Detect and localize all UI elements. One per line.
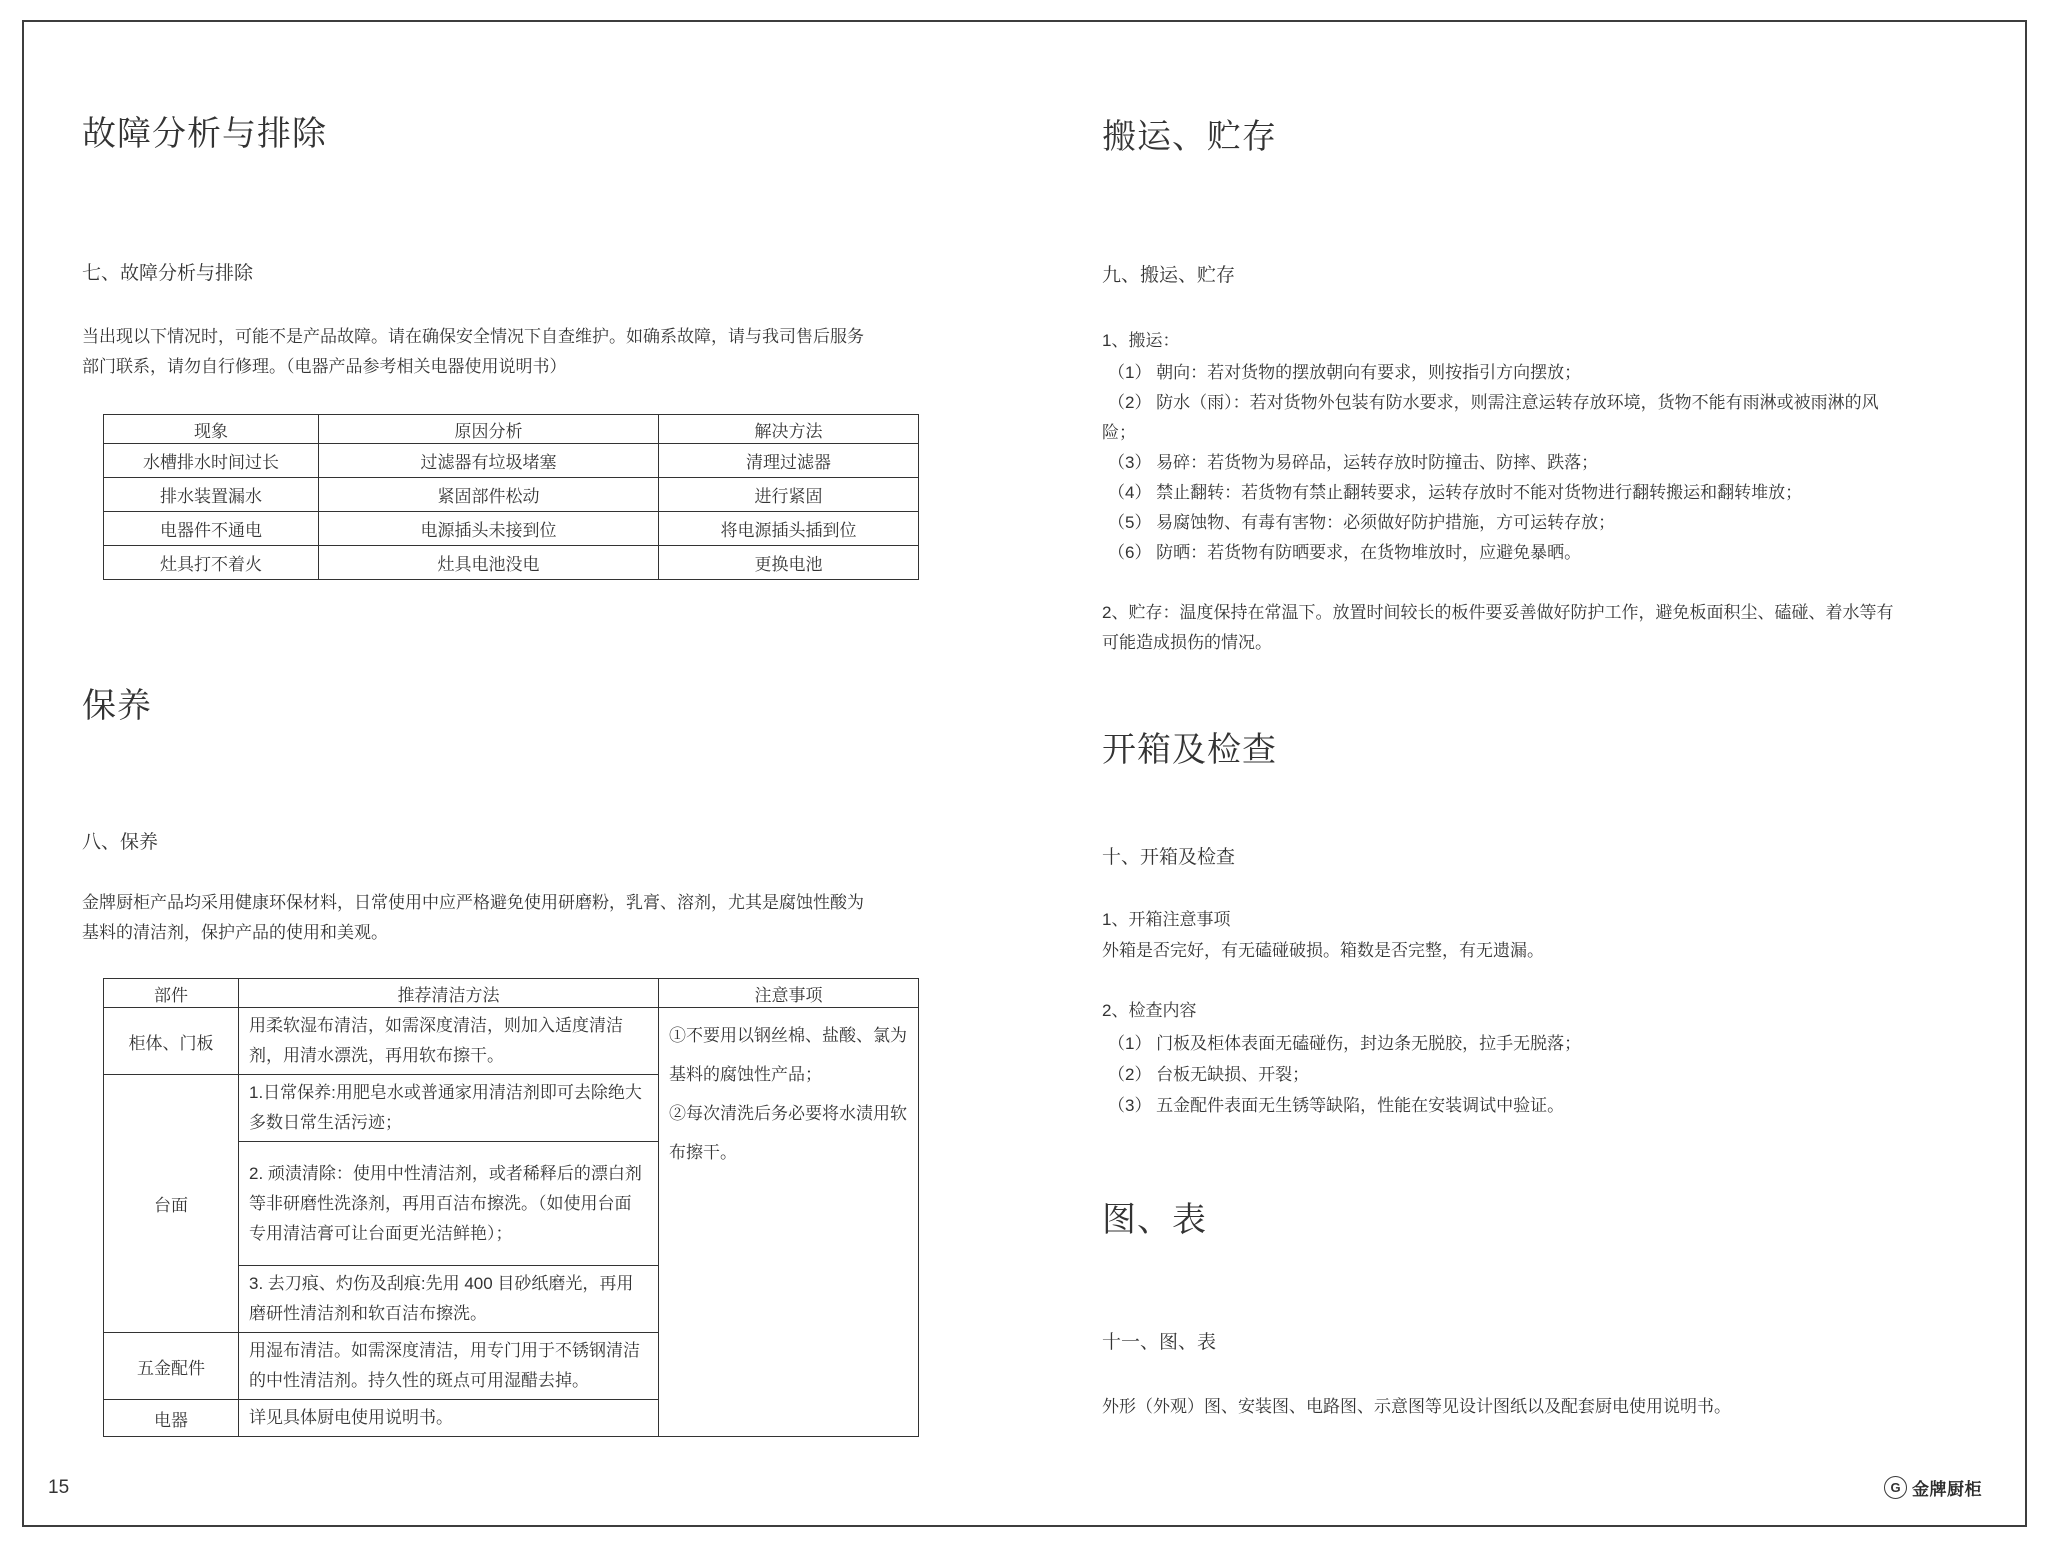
brand-text: 金牌厨柜 — [1912, 1480, 1982, 1499]
care-intro: 金牌厨柜产品均采用健康环保材料，日常使用中应严格避免使用研磨粉，乳膏、溶剂，尤其是腐蚀性酸为基料的清洁剂，保护产品的使用和美观。 — [82, 893, 864, 942]
figures-text: 外形（外观）图、安装图、电路图、示意图等见设计图纸以及配套厨电使用说明书。 — [1102, 1397, 1731, 1416]
fault-cell: 水槽排水时间过长 — [104, 444, 319, 478]
fault-cell: 电器件不通电 — [104, 512, 319, 546]
unpack-note-title: 1、开箱注意事项 — [1102, 910, 1231, 929]
fault-cell: 排水装置漏水 — [104, 478, 319, 512]
care-method-cell: 2. 顽渍清除：使用中性清洁剂，或者稀释后的漂白剂等非研磨性洗涤剂，再用百洁布擦洗。（如使用台面专用清洁膏可让台面更光洁鲜艳）； — [239, 1142, 659, 1266]
table-row — [104, 1008, 919, 1075]
care-title: 保养 — [82, 687, 152, 725]
unpack-note-text: 外箱是否完好，有无磕碰破损。箱数是否完整，有无遗漏。 — [1102, 941, 1544, 960]
transport-title: 搬运、贮存 — [1102, 118, 1277, 156]
unpack-heading: 十、开箱及检查 — [1102, 847, 1236, 868]
fault-col-header: 现象 — [104, 415, 319, 444]
care-notes-cell — [659, 1008, 919, 1437]
care-part-cell: 五金配件 — [104, 1333, 239, 1400]
care-table-header-row — [104, 979, 919, 1008]
figures-heading: 十一、图、表 — [1102, 1332, 1217, 1353]
transport-item: （1） 朝向：若对货物的摆放朝向有要求，则按指引方向摆放； — [1108, 363, 1582, 382]
unpack-title: 开箱及检查 — [1102, 731, 1277, 769]
care-method-cell: 详见具体厨电使用说明书。 — [239, 1400, 659, 1437]
fault-cell: 清理过滤器 — [659, 444, 919, 478]
care-heading: 八、保养 — [82, 832, 159, 853]
care-method-cell: 1.日常保养:用肥皂水或普通家用清洁剂即可去除绝大多数日常生活污迹； — [239, 1075, 659, 1142]
care-part-cell: 台面 — [104, 1075, 239, 1333]
fault-cell: 进行紧固 — [659, 478, 919, 512]
inspect-item: （3） 五金配件表面无生锈等缺陷，性能在安装调试中验证。 — [1108, 1096, 1565, 1115]
fault-col-header: 原因分析 — [319, 415, 659, 444]
care-note-1: ①不要用以钢丝棉、盐酸、氯为基料的腐蚀性产品； — [669, 1026, 907, 1084]
brand-logo — [1884, 1475, 1982, 1500]
storage-paragraph: 2、贮存：温度保持在常温下。放置时间较长的板件要妥善做好防护工作，避免板面积尘、磕碰、着水等有可能造成损伤的情况。 — [1102, 603, 1894, 652]
inspect-title: 2、检查内容 — [1102, 1001, 1197, 1020]
care-table — [103, 978, 919, 1437]
page-number: 15 — [48, 1477, 70, 1498]
care-part-cell: 电器 — [104, 1400, 239, 1437]
care-col-header: 部件 — [104, 979, 239, 1008]
care-note-2: ②每次清洗后务必要将水渍用软布擦干。 — [669, 1104, 907, 1162]
brand-g-icon: G — [1884, 1476, 1907, 1499]
transport-heading: 九、搬运、贮存 — [1102, 265, 1236, 286]
inspect-item: （2） 台板无缺损、开裂； — [1108, 1065, 1310, 1084]
fault-heading: 七、故障分析与排除 — [82, 263, 254, 284]
table-row — [104, 546, 919, 580]
fault-table-header-row — [104, 415, 919, 444]
care-part-cell: 柜体、门板 — [104, 1008, 239, 1075]
fault-cell: 电源插头未接到位 — [319, 512, 659, 546]
figures-title: 图、表 — [1102, 1201, 1207, 1239]
inspect-item-list — [1102, 1028, 1902, 1121]
care-col-header: 注意事项 — [659, 979, 919, 1008]
transport-item: （2） 防水（雨）：若对货物外包装有防水要求，则需注意运转存放环境，货物不能有雨淋或被雨淋的风险； — [1102, 393, 1879, 442]
fault-intro: 当出现以下情况时，可能不是产品故障。请在确保安全情况下自查维护。如确系故障，请与我司售后服务部门联系，请勿自行修理。（电器产品参考相关电器使用说明书） — [82, 327, 864, 376]
fault-cell: 紧固部件松动 — [319, 478, 659, 512]
care-method-cell: 用湿布清洁。如需深度清洁，用专门用于不锈钢清洁的中性清洁剂。持久性的斑点可用湿醋去掉。 — [239, 1333, 659, 1400]
table-row — [104, 444, 919, 478]
fault-cell: 灶具电池没电 — [319, 546, 659, 580]
care-method-cell: 3. 去刀痕、灼伤及刮痕:先用 400 目砂纸磨光，再用磨研性清洁剂和软百洁布擦洗。 — [239, 1266, 659, 1333]
fault-cell: 更换电池 — [659, 546, 919, 580]
transport-move-label: 1、搬运： — [1102, 331, 1180, 350]
transport-item: （4） 禁止翻转：若货物有禁止翻转要求，运转存放时不能对货物进行翻转搬运和翻转堆放； — [1108, 483, 1803, 502]
transport-item-list — [1102, 358, 1902, 568]
table-row — [104, 512, 919, 546]
table-row — [104, 478, 919, 512]
transport-item: （3） 易碎：若货物为易碎品，运转存放时防撞击、防摔、跌落； — [1108, 453, 1599, 472]
transport-item: （5） 易腐蚀物、有毒有害物：必须做好防护措施，方可运转存放； — [1108, 513, 1616, 532]
transport-item: （6） 防晒：若货物有防晒要求，在货物堆放时，应避免暴晒。 — [1108, 543, 1582, 562]
care-col-header: 推荐清洁方法 — [239, 979, 659, 1008]
fault-col-header: 解决方法 — [659, 415, 919, 444]
inspect-item: （1） 门板及柜体表面无磕碰伤，封边条无脱胶，拉手无脱落； — [1108, 1034, 1582, 1053]
fault-title: 故障分析与排除 — [82, 115, 327, 153]
care-method-cell: 用柔软湿布清洁，如需深度清洁，则加入适度清洁剂，用清水漂洗，再用软布擦干。 — [239, 1008, 659, 1075]
fault-table — [103, 414, 919, 580]
fault-cell: 将电源插头插到位 — [659, 512, 919, 546]
fault-cell: 过滤器有垃圾堵塞 — [319, 444, 659, 478]
fault-cell: 灶具打不着火 — [104, 546, 319, 580]
